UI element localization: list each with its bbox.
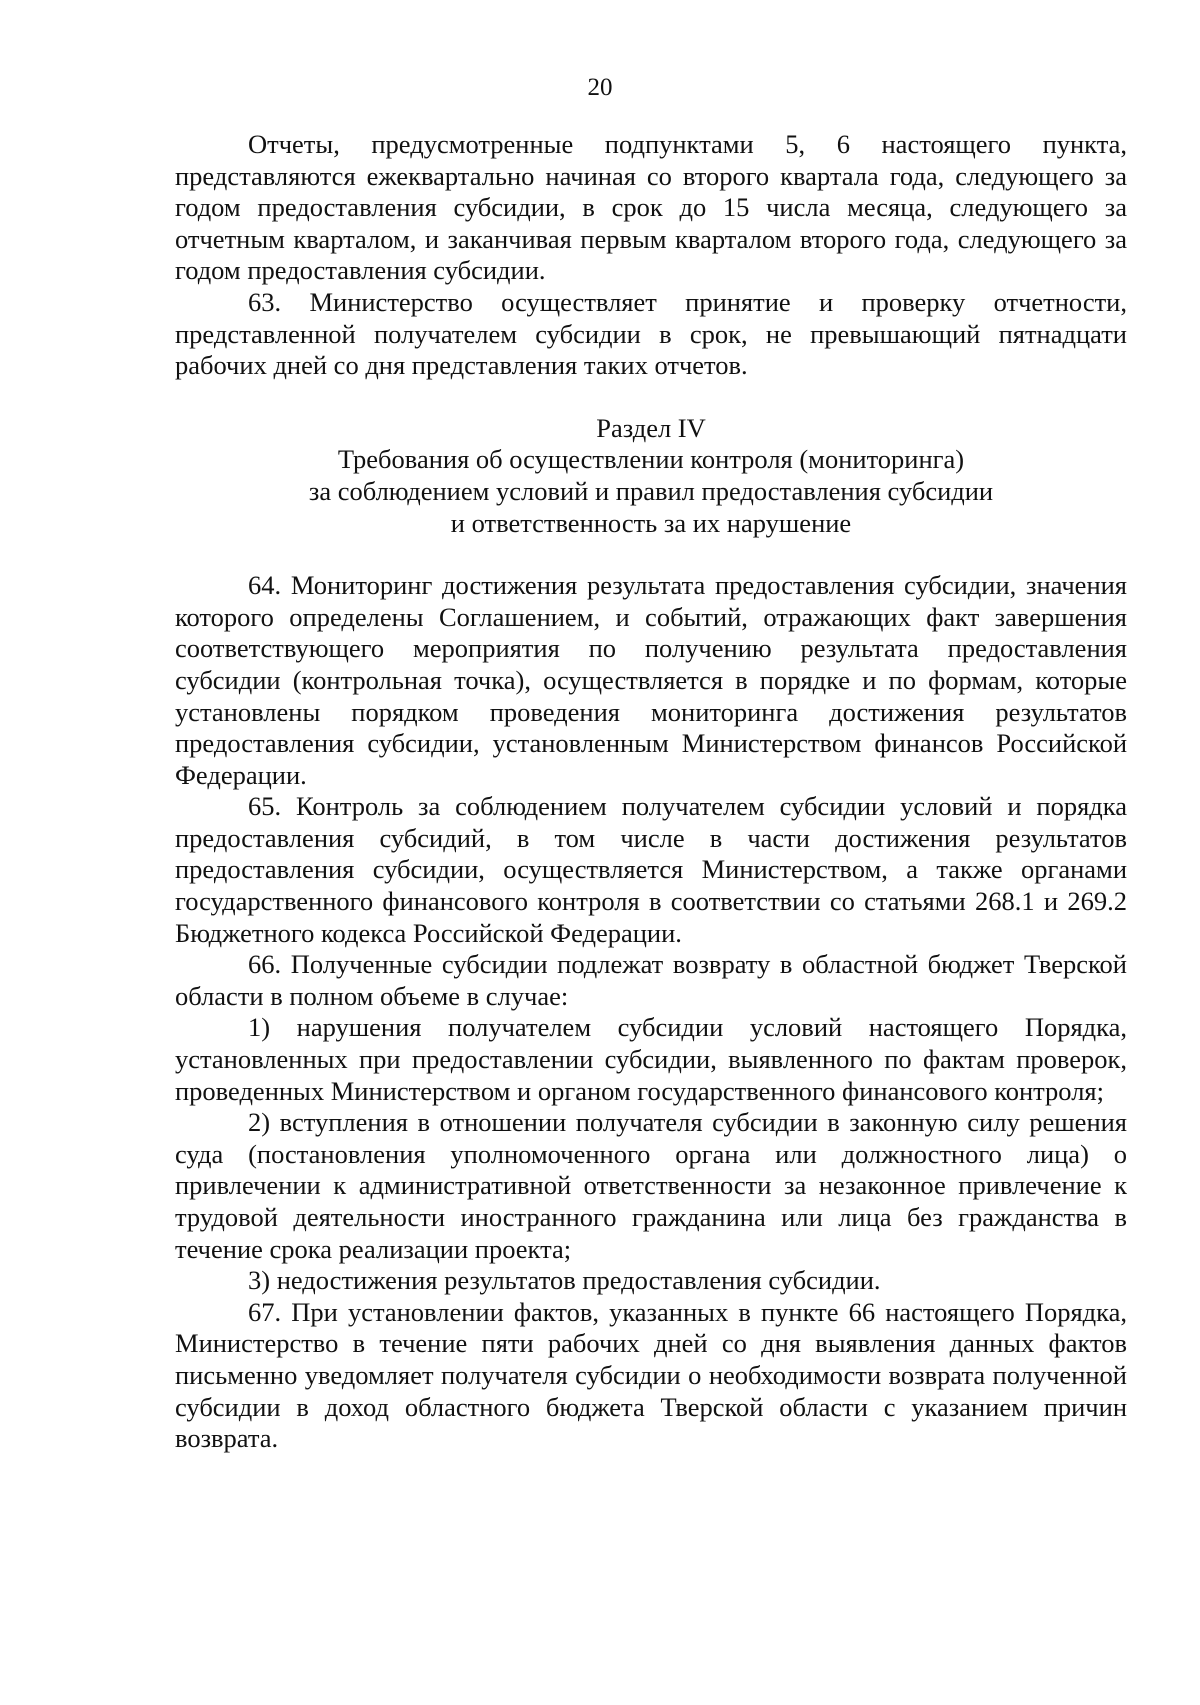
paragraph-67: 67. При установлении фактов, указанных в пункте 66 настоящего Порядка, Министерство в течение пяти рабочих дней со дня выявления данных фактов письменно уведомляет получателя субсидии о необходимости возврата полученной субсидии в доход областного бюджета Тверской области с указанием причин возврата. <box>175 1296 1127 1454</box>
document-body <box>175 129 1127 1455</box>
paragraph-63: 63. Министерство осуществляет принятие и проверку отчетности, представленной получателем субсидии в срок, не превышающий пятнадцати рабочих дней со дня представления таких отчетов. <box>175 286 1127 381</box>
paragraph-reports: Отчеты, предусмотренные подпунктами 5, 6 настоящего пункта, представляются ежеквартально начиная со второго квартала года, следующего за годом предоставления субсидии, в срок до 15 числа месяца, следующего за отчетным кварталом, и заканчивая первым кварталом второго года, следующего за годом предоставления субсидии. <box>175 129 1127 286</box>
section-heading <box>175 413 1127 539</box>
paragraph-66-item-2: 2) вступления в отношении получателя субсидии в законную силу решения суда (постановления уполномоченного органа или должностного лица) о привлечении к административной ответственности за незаконное привлечение к трудовой деятельности иностранного гражданина или лица без гражданства в течение срока реализации проекта; <box>175 1107 1127 1264</box>
paragraph-66-item-1: 1) нарушения получателем субсидии условий настоящего Порядка, установленных при предоставлении субсидии, выявленного по фактам проверок, проведенных Министерством и органом государственного финансового контроля; <box>175 1012 1127 1106</box>
paragraph-66: 66. Полученные субсидии подлежат возврату в областной бюджет Тверской области в полном объеме в случае: <box>175 949 1127 1011</box>
paragraph-64: 64. Мониторинг достижения результата предоставления субсидии, значения которого определены Соглашением, и событий, отражающих факт завершения соответствующего мероприятия по получению результата предоставления субсидии (контрольная точка), осуществляется в порядке и по формам, которые установлены порядком проведения мониторинга достижения результатов предоставления субсидии, установленным Министерством финансов Российской Федерации. <box>175 570 1127 790</box>
paragraph-65: 65. Контроль за соблюдением получателем субсидии условий и порядка предоставления субсидий, в том числе в части достижения результатов предоставления субсидии, осуществляется Министерством, а также органами государственного финансового контроля в соответствии со статьями 268.1 и 269.2 Бюджетного кодекса Российской Федерации. <box>175 791 1127 948</box>
section-title-line-3: и ответственность за их нарушение <box>450 507 852 538</box>
paragraph-66-item-3: 3) недостижения результатов предоставления субсидии. <box>248 1265 881 1296</box>
page-number: 20 <box>587 74 613 101</box>
section-number: Раздел IV <box>596 412 706 443</box>
section-title-line-2: за соблюдением условий и правил предоставления субсидии <box>308 475 994 506</box>
section-title-line-1: Требования об осуществлении контроля (мониторинга) <box>337 444 965 475</box>
